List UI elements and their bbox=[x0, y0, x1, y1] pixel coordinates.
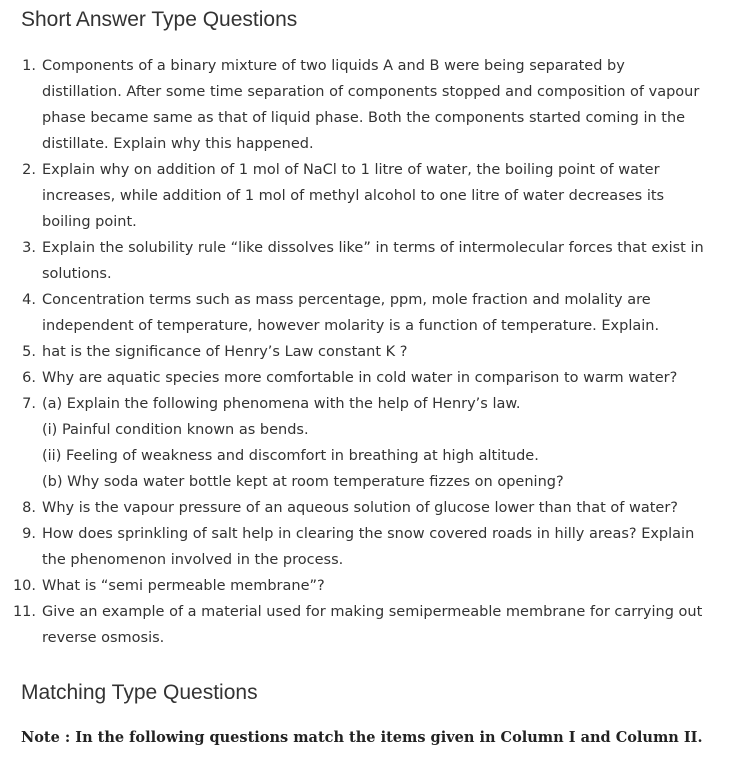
question-text-line: hat is the significance of Henry’s Law constant K ? bbox=[42, 344, 408, 360]
question-item bbox=[0, 573, 731, 599]
question-number: 4. bbox=[22, 292, 36, 308]
question-item bbox=[0, 339, 731, 365]
question-text-line: Give an example of a material used for making semipermeable membrane for carrying out bbox=[42, 604, 703, 620]
question-text-line: (a) Explain the following phenomena with the help of Henry’s law. bbox=[42, 396, 521, 412]
question-text-line: distillate. Explain why this happened. bbox=[42, 136, 314, 152]
question-text-line: (i) Painful condition known as bends. bbox=[42, 422, 309, 438]
question-item bbox=[0, 157, 731, 235]
question-list bbox=[0, 53, 731, 651]
question-item bbox=[0, 391, 731, 495]
question-text-line: increases, while addition of 1 mol of methyl alcohol to one litre of water decreases its bbox=[42, 188, 665, 204]
question-text-line: Components of a binary mixture of two liquids A and B were being separated by bbox=[42, 58, 625, 74]
question-number: 5. bbox=[22, 344, 36, 360]
question-number: 11. bbox=[12, 604, 36, 620]
question-number: 9. bbox=[22, 526, 36, 542]
question-text-line: How does sprinkling of salt help in clearing the snow covered roads in hilly areas? Explain bbox=[42, 526, 695, 542]
question-number: 3. bbox=[22, 240, 36, 256]
question-number: 8. bbox=[22, 500, 36, 516]
question-text-line: independent of temperature, however molarity is a function of temperature. Explain. bbox=[42, 318, 660, 334]
question-item bbox=[0, 365, 731, 391]
question-number: 2. bbox=[22, 162, 36, 178]
question-text-line: solutions. bbox=[42, 266, 112, 282]
question-number: 7. bbox=[22, 396, 36, 412]
question-text-line: Explain why on addition of 1 mol of NaCl to 1 litre of water, the boiling point of water bbox=[42, 162, 660, 178]
matching-note: Note : In the following questions match the items given in Column I and Column II. bbox=[21, 729, 703, 746]
question-number: 10. bbox=[12, 578, 36, 594]
question-text-line: the phenomenon involved in the process. bbox=[42, 552, 344, 568]
question-number: 6. bbox=[22, 370, 36, 386]
question-item bbox=[0, 235, 731, 287]
question-number: 1. bbox=[22, 58, 36, 74]
question-text-line: Explain the solubility rule “like dissolves like” in terms of intermolecular forces that exist in bbox=[42, 240, 704, 256]
short-answer-heading: Short Answer Type Questions bbox=[21, 8, 298, 31]
question-text-line: phase became same as that of liquid phase. Both the components started coming in the bbox=[42, 110, 686, 126]
question-item bbox=[0, 599, 731, 651]
question-item bbox=[0, 53, 731, 157]
question-text-line: reverse osmosis. bbox=[42, 630, 165, 646]
question-item bbox=[0, 287, 731, 339]
matching-heading: Matching Type Questions bbox=[21, 681, 258, 704]
question-text-line: Why is the vapour pressure of an aqueous solution of glucose lower than that of water? bbox=[42, 500, 678, 516]
question-text-line: distillation. After some time separation of components stopped and composition of vapour bbox=[42, 84, 700, 100]
question-text-line: (b) Why soda water bottle kept at room temperature fizzes on opening? bbox=[42, 474, 564, 490]
question-text-line: Why are aquatic species more comfortable in cold water in comparison to warm water? bbox=[42, 370, 678, 386]
question-item bbox=[0, 495, 731, 521]
question-text-line: boiling point. bbox=[42, 214, 137, 230]
question-item bbox=[0, 521, 731, 573]
question-text-line: Concentration terms such as mass percentage, ppm, mole fraction and molality are bbox=[42, 292, 651, 308]
question-text-line: What is “semi permeable membrane”? bbox=[42, 578, 325, 594]
question-text-line: (ii) Feeling of weakness and discomfort in breathing at high altitude. bbox=[42, 448, 539, 464]
